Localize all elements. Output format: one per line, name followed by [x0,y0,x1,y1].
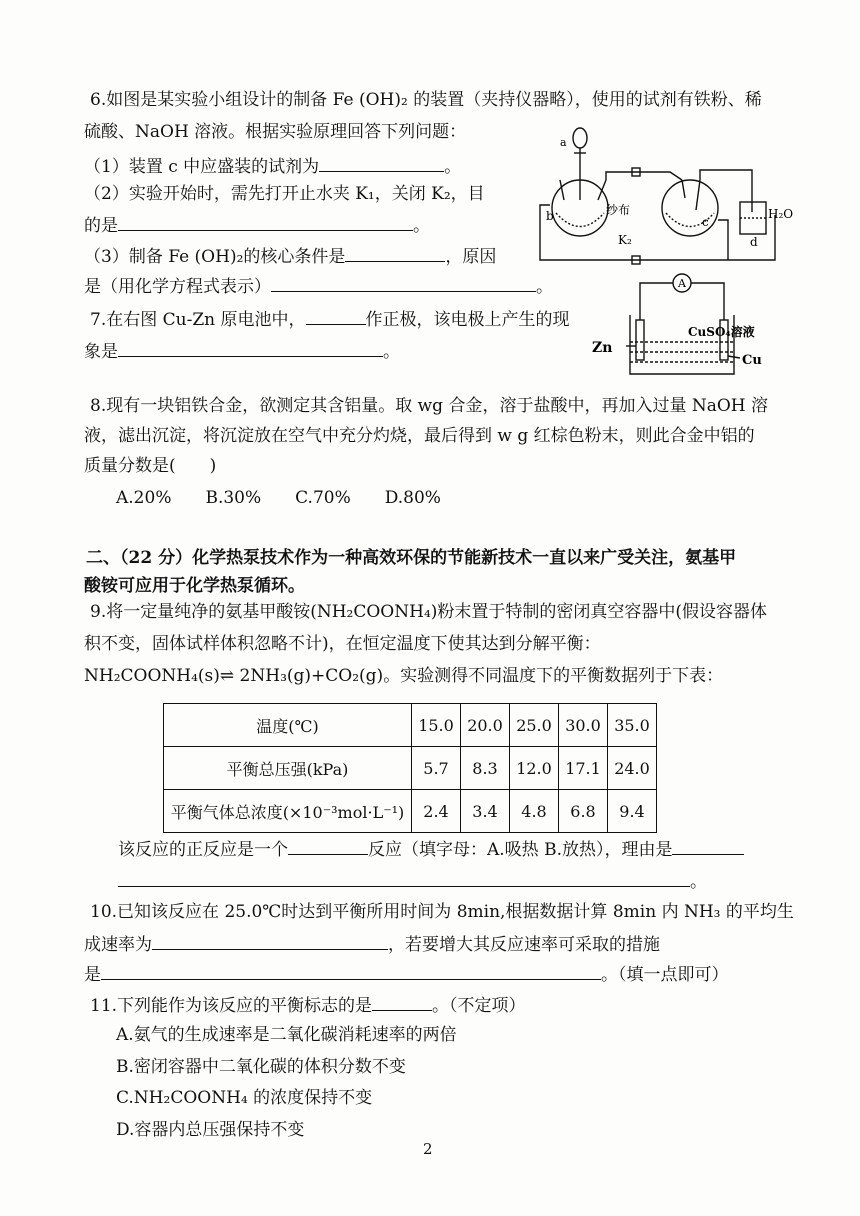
apparatus-figure [520,120,794,270]
section2-line1: 二、（22 分）化学热泵技术作为一种高效环保的节能新技术一直以来广受关注，氨基甲 [86,548,737,568]
q9-line2: 积不变，固体试样体积忽略不计)，在恒定温度下使其达到分解平衡： [84,634,601,654]
q11-option-b: B.密闭容器中二氧化碳的体积分数不变 [116,1057,406,1077]
label-a: a [560,136,567,149]
q11-option-d: D.容器内总压强保持不变 [116,1120,305,1140]
label-b: b [546,209,554,223]
label-c: c [702,215,709,229]
table-row: 平衡气体总浓度(×10⁻³mol·L⁻¹) 2.4 3.4 4.8 6.8 9.4 [164,790,657,833]
q7-line2: 象是 。 [84,338,400,364]
q9-line1: 9.将一定量纯净的氨基甲酸铵(NH₂COONH₄)粉末置于特制的密闭真空容器中(假设容器体 [90,602,768,622]
q8-line1: 8.现有一块铝铁合金，欲测定其含铝量。取 wg 合金，溶于盐酸中，再加入过量 NaOH 溶 [90,396,769,416]
row-header: 平衡气体总浓度(×10⁻³mol·L⁻¹) [164,790,412,833]
q9-fill-cont: 。 [118,868,707,894]
q11-option-a: A.氨气的生成速率是二氧化碳消耗速率的两倍 [116,1025,457,1045]
q11-line1: 11.下列能作为该反应的平衡标志的是 。（不定项） [90,992,526,1018]
label-k2: K₂ [618,233,632,247]
ammeter-label: A [678,277,686,290]
q9-equation-line: NH₂COONH₄(s)⇌ 2NH₃(g)+CO₂(g)。实验测得不同温度下的平衡数据列于下表： [84,666,724,686]
solution-label: CuSO₄溶液 [688,325,755,339]
q6-line2: 硫酸、NaOH 溶液。根据实验原理回答下列问题： [84,122,467,142]
label-water: H₂O [768,207,794,221]
q7-line1: 7.在右图 Cu-Zn 原电池中， 作正极，该电极上产生的现 [90,306,570,332]
q8-line3: 质量分数是( ) [84,456,217,476]
galvanic-cell-figure [590,270,790,382]
q9-fill-line: 该反应的正反应是一个 反应（填字母：A.吸热 B.放热），理由是 [118,836,744,862]
q8-line2: 液，滤出沉淀，将沉淀放在空气中充分灼烧，最后得到 w g 红棕色粉末，则此合金中铝的 [84,426,755,446]
page-number: 2 [423,1140,433,1158]
q10-line2: 成速率为 ，若要增大其反应速率可采取的措施 [84,931,660,957]
q6-sub3: （3）制备 Fe (OH)₂的核心条件是 ，原因 [84,243,496,269]
label-d: d [750,235,758,249]
label-cloth: 纱布 [606,203,631,217]
table-row: 平衡总压强(kPa) 5.7 8.3 12.0 17.1 24.0 [164,747,657,790]
q9-equation: NH₂COONH₄(s)⇌ 2NH₃(g)+CO₂(g) [84,666,384,686]
section2-line2: 酸铵可应用于化学热泵循环。 [84,576,305,596]
q6-sub3-cont: 是（用化学方程式表示） 。 [84,273,553,299]
q6-sub2: （2）实验开始时，需先打开止水夹 K₁，关闭 K₂，目 [84,184,485,204]
zn-label: Zn [592,340,613,356]
q6-line1: 6.如图是某实验小组设计的制备 Fe (OH)₂ 的装置（夹持仪器略），使用的试剂有铁粉、稀 [90,90,762,110]
q10-line3: 是 。（填一点即可） [84,961,729,987]
q11-option-c: C.NH₂COONH₄ 的浓度保持不变 [116,1088,373,1108]
q8-options: A.20% B.30% C.70% D.80% [116,488,441,508]
table-row: 温度(℃) 15.0 20.0 25.0 30.0 35.0 [164,704,657,747]
cu-label: Cu [742,353,762,368]
q6-sub2-cont: 的是 。 [84,212,430,238]
row-header: 温度(℃) [164,704,412,747]
row-header: 平衡总压强(kPa) [164,747,412,790]
q6-sub1: （1）装置 c 中应盛装的试剂为 。 [84,153,461,179]
q10-line1: 10.已知该反应在 25.0℃时达到平衡所用时间为 8min,根据数据计算 8min 内 NH₃ 的平均生 [90,902,794,922]
equilibrium-table [163,703,657,833]
